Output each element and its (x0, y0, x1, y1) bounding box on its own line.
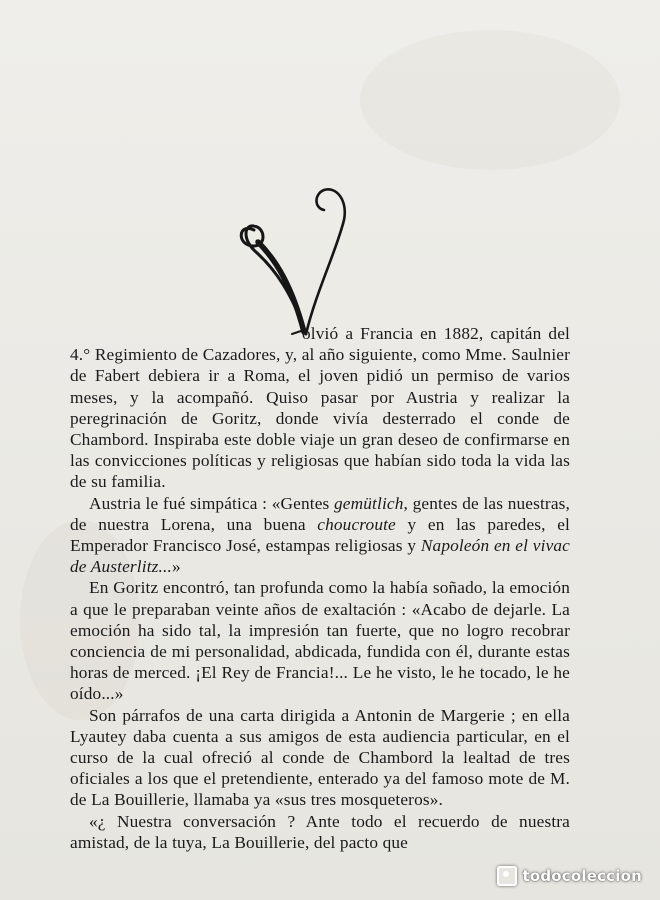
decorative-initial-v (232, 182, 362, 342)
italic-run: choucroute (317, 514, 396, 534)
paragraph (70, 323, 570, 493)
paragraph (70, 577, 570, 704)
text-run: y en las paredes, el Emperador Francisco José, estampas religiosas y (70, 514, 570, 556)
paper-stain (360, 30, 620, 170)
watermark (497, 866, 642, 886)
text-run: , gentes de las nuestras, de nuestra Lorena, una buena (70, 493, 570, 534)
watermark-text: todocoleccion (522, 867, 642, 885)
text-run: Austria le fué simpática : «Gentes (89, 493, 335, 513)
text-run: » (171, 557, 181, 577)
italic-run: gemütlich (334, 493, 404, 513)
body-text (70, 323, 570, 853)
text-run: Son párrafos de una carta dirigida a Antonin de Margerie ; en ella Lyautey daba cuenta a sus amigos de esta audiencia particular, en el curso de la cual ofreció al conde de Chambord la lealtad de tres oficiales a los que el pretendiente, enterado ya del famoso mote de M. de La Bouillerie, llamaba ya «sus tres mosqueteros». (70, 705, 570, 810)
camera-icon (497, 866, 517, 886)
text-run: En Goritz encontró, tan profunda como la había soñado, la emoción a que le preparaban veinte años de exaltación : «Acabo de dejarle. La emoción ha sido tal, la impresión tan fuerte, que no logro recobrar conciencia de mi personalidad, abdicada, fundida con él, durante estas horas de merced. ¡El Rey de Francia!... Le he visto, le he tocado, le he oído...» (70, 578, 570, 704)
text-run: olvió a Francia en 1882, capitán del 4.° Regimiento de Cazadores, y, al año siguiente, como Mme. Saulnier de Fabert debiera ir a Roma, el joven pidió un permiso de varios meses, y la acompañó. Quiso pasar por Austria y realizar la peregrinación de Goritz, donde vivía desterrado el conde de Chambord. Inspiraba este doble viaje un gran deseo de confirmarse en las convicciones políticas y religiosas que habían sido toda la vida las de su familia. (70, 324, 570, 492)
text-run: «¿ Nuestra conversación ? Ante todo el recuerdo de nuestra amistad, de la tuya, La Bouillerie, del pacto que (70, 811, 570, 852)
paragraph (70, 811, 570, 853)
italic-run: Napoleón en el vivac de Austerlitz... (70, 536, 570, 577)
paragraph (70, 705, 570, 811)
paragraph (70, 493, 570, 578)
